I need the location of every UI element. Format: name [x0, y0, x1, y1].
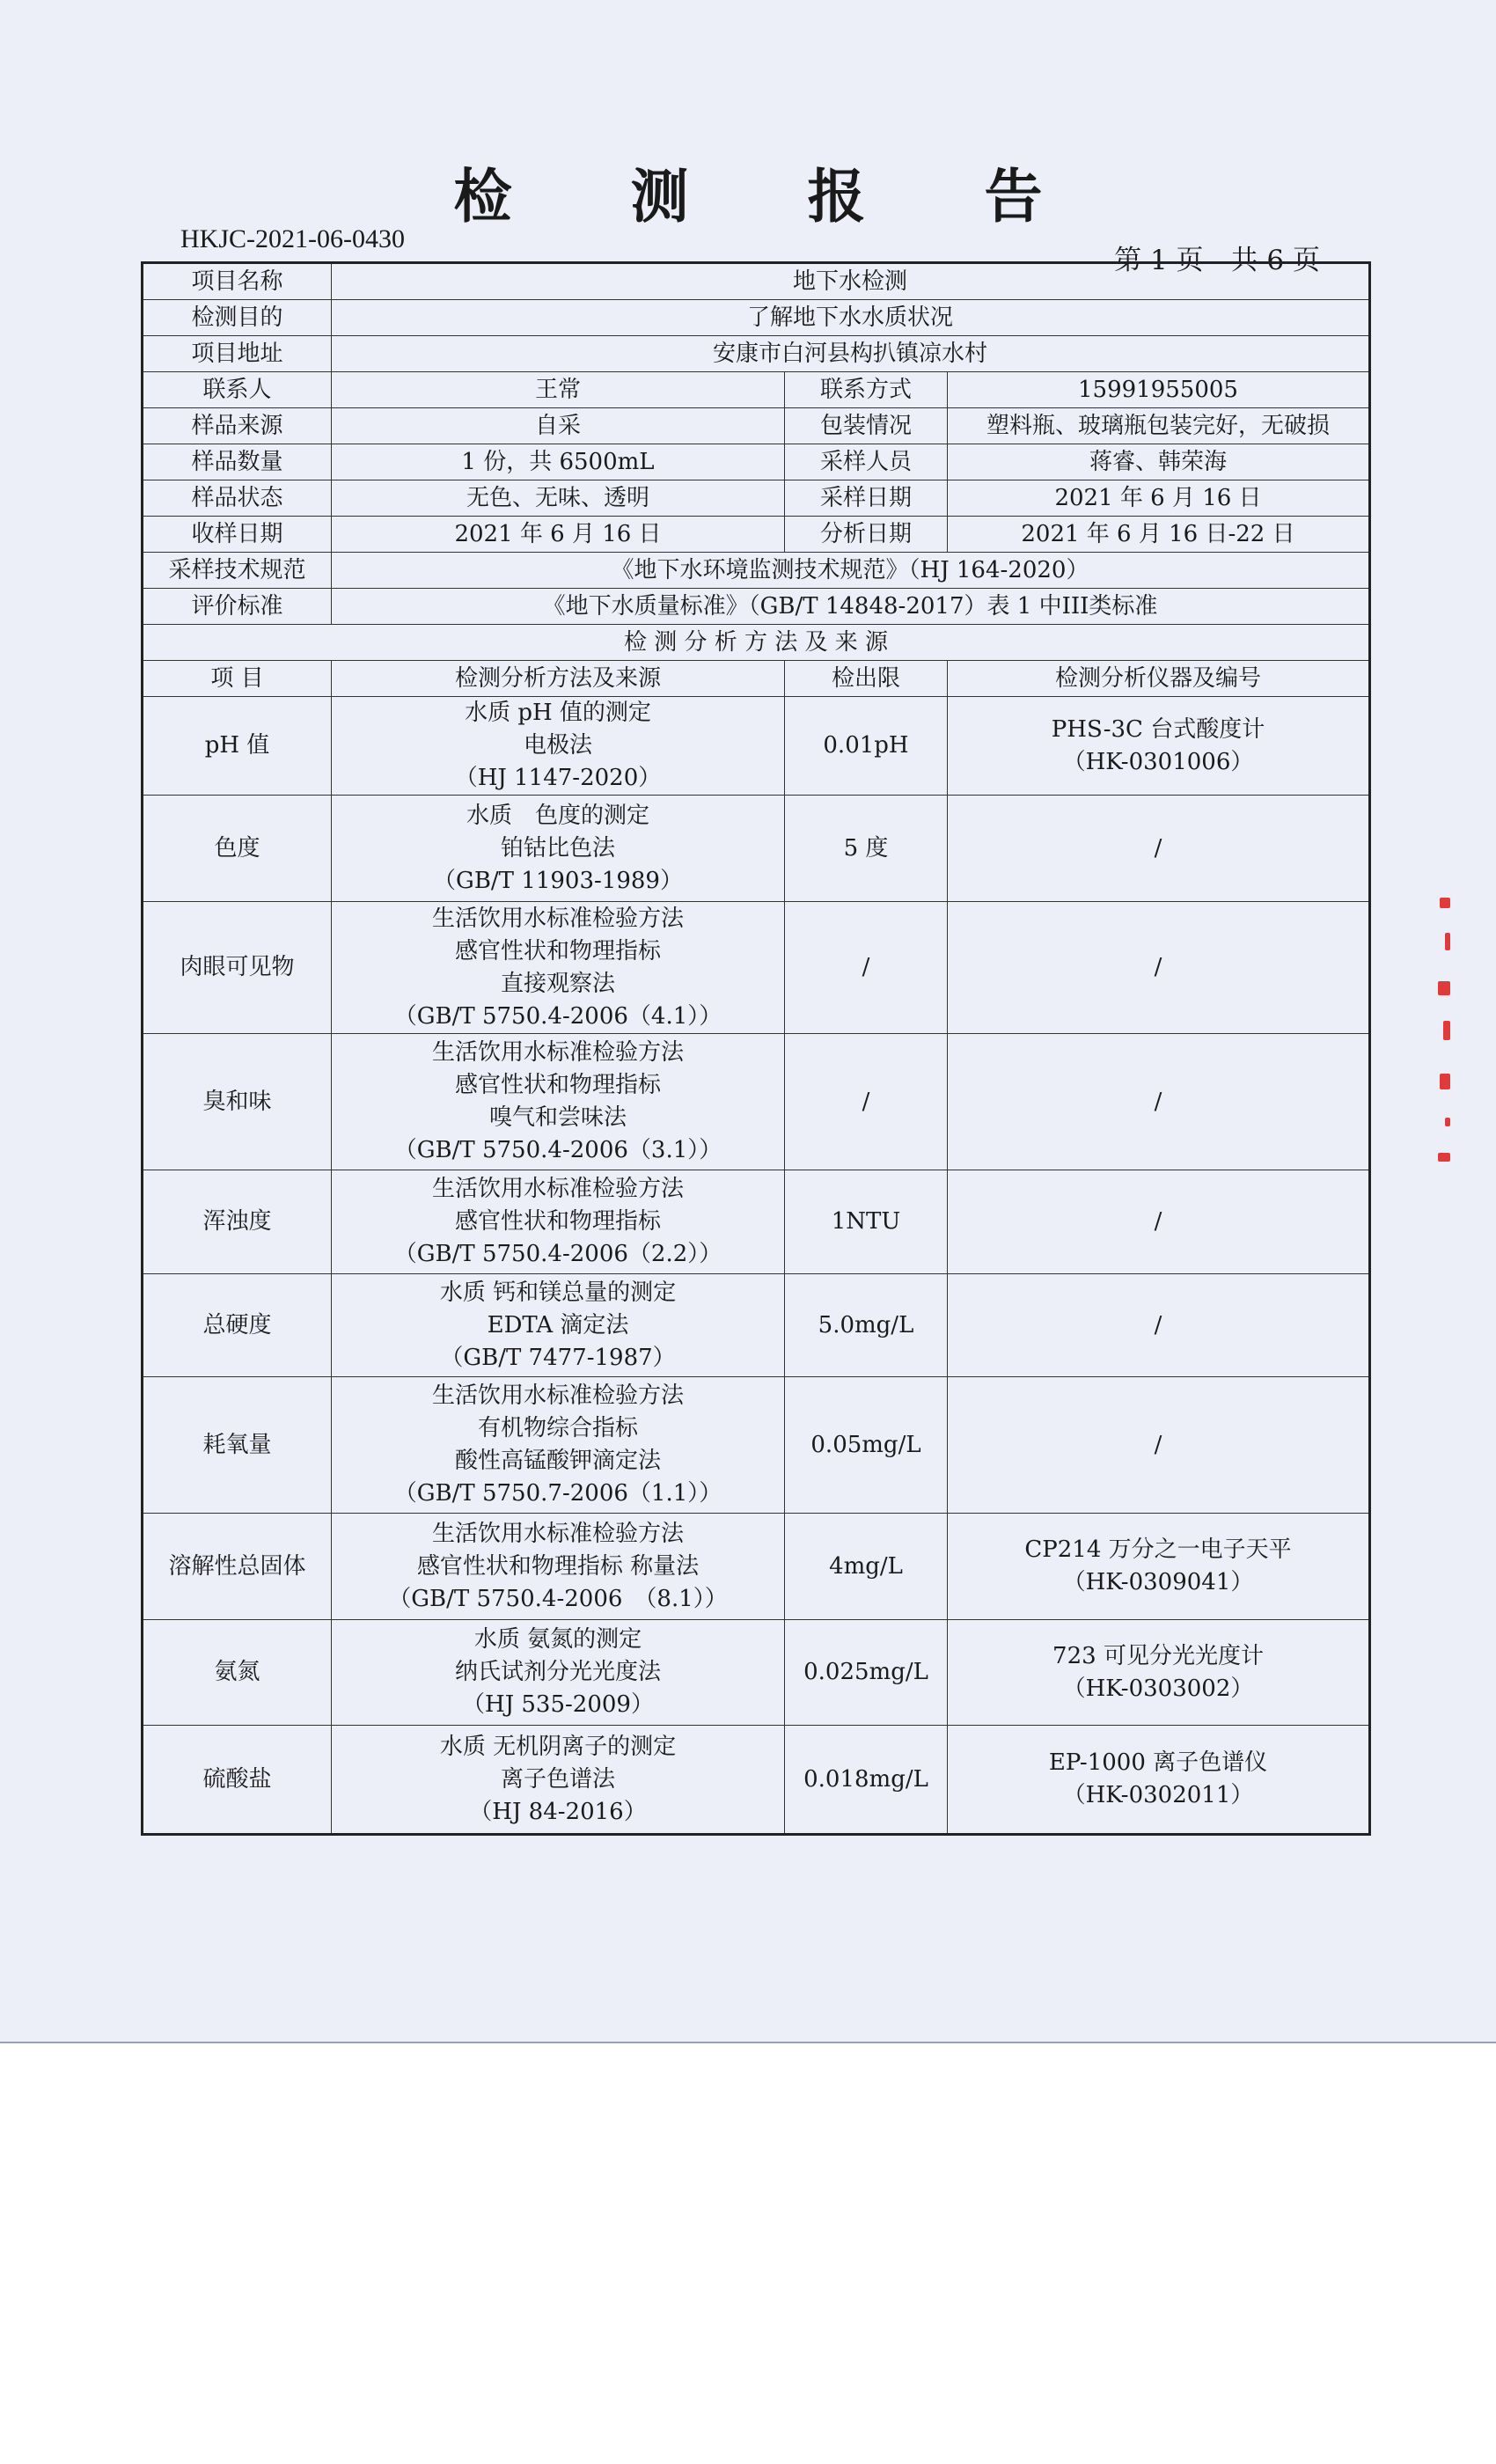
method-limit: 0.01pH — [785, 697, 948, 796]
value-package: 塑料瓶、玻璃瓶包装完好，无破损 — [948, 408, 1370, 444]
page-title: 检 测 报 告 — [453, 162, 1092, 231]
header-limit: 检出限 — [785, 661, 948, 697]
method-item: 硫酸盐 — [143, 1726, 332, 1835]
method-item: 色度 — [143, 796, 332, 902]
method-instrument: / — [948, 1170, 1370, 1274]
row-source — [143, 408, 1370, 444]
method-row-sulfate — [143, 1726, 1370, 1835]
method-limit: 0.05mg/L — [785, 1377, 948, 1514]
value-project-name: 地下水检测 — [332, 263, 1370, 300]
red-seal-fragment — [1424, 898, 1450, 1170]
method-source: 水质 色度的测定 铂钴比色法 （GB/T 11903-1989） — [332, 796, 785, 902]
seal-mark — [1440, 898, 1450, 908]
method-row-ph — [143, 697, 1370, 796]
method-row-turbidity — [143, 1170, 1370, 1274]
method-instrument: / — [948, 1034, 1370, 1170]
method-row-oxygen — [143, 1377, 1370, 1514]
value-spec: 《地下水环境监测技术规范》（HJ 164-2020） — [332, 553, 1370, 589]
method-row-ammonia — [143, 1620, 1370, 1726]
method-limit: 4mg/L — [785, 1514, 948, 1620]
method-source: 水质 pH 值的测定 电极法 （HJ 1147-2020） — [332, 697, 785, 796]
method-instrument: / — [948, 1274, 1370, 1377]
seal-mark — [1438, 981, 1450, 995]
report-table — [141, 261, 1371, 1836]
method-instrument: CP214 万分之一电子天平 （HK-0309041） — [948, 1514, 1370, 1620]
value-receive-date: 2021 年 6 月 16 日 — [332, 517, 785, 553]
page-indicator: 第 1 页 共 6 页 — [1114, 245, 1320, 276]
method-limit: 0.018mg/L — [785, 1726, 948, 1835]
method-source: 生活饮用水标准检验方法 感官性状和物理指标 称量法 （GB/T 5750.4-2006 （8.1）） — [332, 1514, 785, 1620]
method-source: 生活饮用水标准检验方法 感官性状和物理指标 嗅气和尝味法 （GB/T 5750.4-2006（3.1）） — [332, 1034, 785, 1170]
row-receive-date — [143, 517, 1370, 553]
label-purpose: 检测目的 — [143, 300, 332, 336]
method-limit: 5.0mg/L — [785, 1274, 948, 1377]
method-row-hardness — [143, 1274, 1370, 1377]
method-row-visible — [143, 902, 1370, 1034]
method-instrument: PHS-3C 台式酸度计 （HK-0301006） — [948, 697, 1370, 796]
method-source: 水质 钙和镁总量的测定 EDTA 滴定法 （GB/T 7477-1987） — [332, 1274, 785, 1377]
label-receive-date: 收样日期 — [143, 517, 332, 553]
label-state: 样品状态 — [143, 480, 332, 517]
method-row-tds — [143, 1514, 1370, 1620]
seal-mark — [1438, 1153, 1450, 1162]
method-instrument: / — [948, 796, 1370, 902]
method-source: 生活饮用水标准检验方法 感官性状和物理指标 直接观察法 （GB/T 5750.4-2006（4.1）） — [332, 902, 785, 1034]
value-purpose: 了解地下水水质状况 — [332, 300, 1370, 336]
value-source: 自采 — [332, 408, 785, 444]
value-quantity: 1 份，共 6500mL — [332, 444, 785, 480]
method-item: 臭和味 — [143, 1034, 332, 1170]
value-contact: 王常 — [332, 372, 785, 408]
method-instrument: 723 可见分光光度计 （HK-0303002） — [948, 1620, 1370, 1726]
method-limit: 0.025mg/L — [785, 1620, 948, 1726]
method-limit: 5 度 — [785, 796, 948, 902]
seal-mark — [1440, 1074, 1450, 1089]
header-method: 检测分析方法及来源 — [332, 661, 785, 697]
method-limit: 1NTU — [785, 1170, 948, 1274]
method-source: 水质 无机阴离子的测定 离子色谱法 （HJ 84-2016） — [332, 1726, 785, 1835]
seal-mark — [1445, 933, 1450, 950]
method-item: 总硬度 — [143, 1274, 332, 1377]
row-project-name — [143, 263, 1370, 300]
value-sampler: 蒋睿、韩荣海 — [948, 444, 1370, 480]
value-analysis-date: 2021 年 6 月 16 日-22 日 — [948, 517, 1370, 553]
method-source: 生活饮用水标准检验方法 感官性状和物理指标 （GB/T 5750.4-2006（2.2）） — [332, 1170, 785, 1274]
value-standard: 《地下水质量标准》（GB/T 14848-2017）表 1 中III类标准 — [332, 589, 1370, 625]
method-row-odor — [143, 1034, 1370, 1170]
row-quantity — [143, 444, 1370, 480]
label-standard: 评价标准 — [143, 589, 332, 625]
row-standard — [143, 589, 1370, 625]
method-source: 水质 氨氮的测定 纳氏试剂分光光度法 （HJ 535-2009） — [332, 1620, 785, 1726]
label-address: 项目地址 — [143, 336, 332, 372]
label-sampling-date: 采样日期 — [785, 480, 948, 517]
method-instrument: / — [948, 1377, 1370, 1514]
seal-mark — [1445, 1118, 1450, 1126]
label-sampler: 采样人员 — [785, 444, 948, 480]
row-spec — [143, 553, 1370, 589]
method-limit: / — [785, 1034, 948, 1170]
label-project-name: 项目名称 — [143, 263, 332, 300]
row-section-title — [143, 625, 1370, 661]
value-address: 安康市白河县构扒镇凉水村 — [332, 336, 1370, 372]
label-phone: 联系方式 — [785, 372, 948, 408]
row-method-headers — [143, 661, 1370, 697]
method-row-color — [143, 796, 1370, 902]
method-instrument: EP-1000 离子色谱仪 （HK-0302011） — [948, 1726, 1370, 1835]
report-number: HKJC-2021-06-0430 — [180, 224, 405, 253]
label-analysis-date: 分析日期 — [785, 517, 948, 553]
row-address — [143, 336, 1370, 372]
value-sampling-date: 2021 年 6 月 16 日 — [948, 480, 1370, 517]
label-package: 包装情况 — [785, 408, 948, 444]
row-purpose — [143, 300, 1370, 336]
row-state — [143, 480, 1370, 517]
method-item: pH 值 — [143, 697, 332, 796]
section-title: 检 测 分 析 方 法 及 来 源 — [143, 625, 1370, 661]
value-state: 无色、无味、透明 — [332, 480, 785, 517]
header-instrument: 检测分析仪器及编号 — [948, 661, 1370, 697]
value-phone: 15991955005 — [948, 372, 1370, 408]
label-contact: 联系人 — [143, 372, 332, 408]
method-limit: / — [785, 902, 948, 1034]
label-quantity: 样品数量 — [143, 444, 332, 480]
method-item: 溶解性总固体 — [143, 1514, 332, 1620]
label-source: 样品来源 — [143, 408, 332, 444]
seal-mark — [1443, 1021, 1450, 1040]
label-spec: 采样技术规范 — [143, 553, 332, 589]
method-item: 耗氧量 — [143, 1377, 332, 1514]
method-item: 氨氮 — [143, 1620, 332, 1726]
method-source: 生活饮用水标准检验方法 有机物综合指标 酸性高锰酸钾滴定法 （GB/T 5750.7-2006（1.1）） — [332, 1377, 785, 1514]
row-contact — [143, 372, 1370, 408]
method-item: 浑浊度 — [143, 1170, 332, 1274]
method-item: 肉眼可见物 — [143, 902, 332, 1034]
header-item: 项 目 — [143, 661, 332, 697]
method-instrument: / — [948, 902, 1370, 1034]
